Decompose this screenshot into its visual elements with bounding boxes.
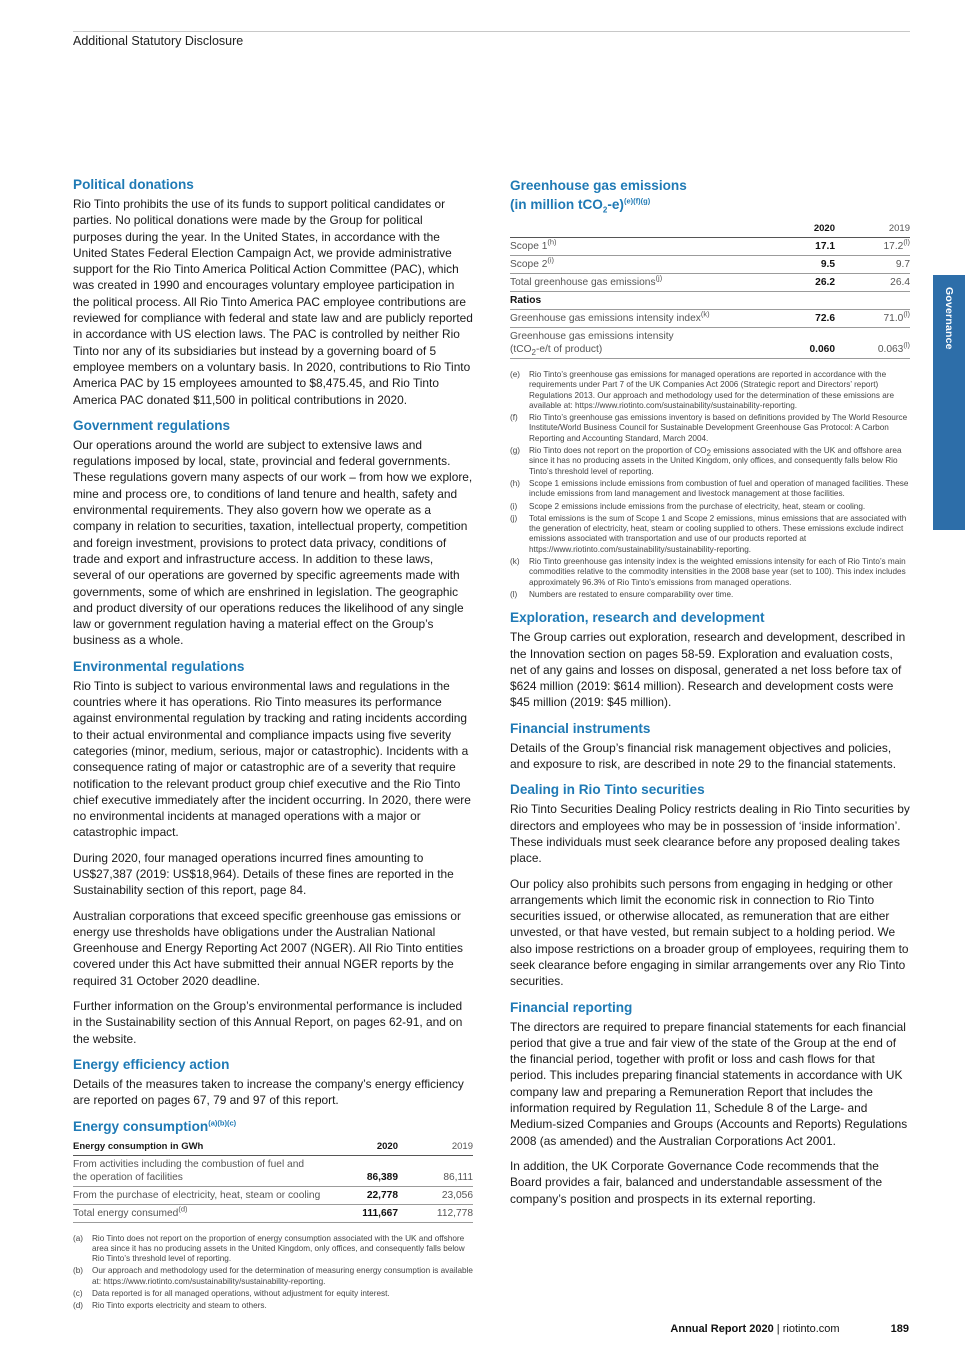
value-2020: 0.060 (775, 328, 835, 359)
column-header: 2019 (398, 1138, 473, 1156)
value-2020: 86,389 (338, 1155, 398, 1186)
left-column (73, 176, 473, 1321)
ghg-table (510, 220, 910, 359)
row-label: From the purchase of electricity, heat, steam or cooling (73, 1186, 338, 1204)
footnote-ref: (k) (700, 309, 710, 319)
financial-instruments-body: Details of the Group’s financial risk management objectives and policies, and exposure to risk, are described in note 29 to the financial statements. (510, 740, 897, 772)
value-2020: 72.6 (775, 310, 835, 328)
footnote (510, 557, 910, 588)
ghg-title-line: Greenhouse gas emissions (510, 178, 687, 193)
value-text: 0.063 (877, 344, 904, 355)
footnote-text: Scope 2 emissions include emissions from the purchase of electricity, heat, steam or cooling. (529, 501, 866, 511)
row-label-text: Scope 2 (510, 259, 548, 270)
table-row (73, 1155, 473, 1186)
dealing-paragraph: Rio Tinto Securities Dealing Policy restricts dealing in Rio Tinto securities by directors and employees who may be in possession of ‘inside information’. These individuals must seek clearance before any proposed dealing takes place. (510, 802, 910, 866)
energy-efficiency-section (73, 1056, 473, 1109)
ghg-heading (510, 176, 910, 214)
row-label (510, 274, 775, 292)
value-2020: 26.2 (775, 274, 835, 292)
page-footer (670, 1323, 909, 1335)
empty-cell (775, 292, 835, 310)
footnote-text: Rio Tinto’s greenhouse gas emissions for managed operations are reported in accordance with the requirements under Part 7 of the UK Companies Act 2006 (Strategic report and Directors’ report) Regulations 2013. Our approach and methodology used for the determination of these emissions are available at: https://www.riotinto.com/sustainability/sustainability-reporting. (529, 370, 895, 410)
table-row (73, 1186, 473, 1204)
footnote-ref: (d) (178, 1204, 188, 1214)
environmental-paragraph: Australian corporations that exceed specific greenhouse gas emissions or energy use thresholds have obligations under the Australian National Greenhouse and Energy Reporting Act 2007 (NGER). All Rio Tinto entities covered under this Act have submitted their annual NGER reports by the required 31 October 2020 deadline. (73, 908, 463, 988)
value-2019: 86,111 (398, 1155, 473, 1186)
footnote-id: (j) (510, 513, 518, 523)
column-header: Energy consumption in GWh (73, 1138, 338, 1156)
table-row (510, 328, 910, 359)
political-donations-body: Rio Tinto prohibits the use of its funds to support political candidates or parties. No political donations were made by the Group for political purposes during the year. In the United States, in accordance with the United States Federal Election Campaign Act, we provide administrative support for the Rio Tinto America Political Action Committee (PAC), which was created in 1990 and encourages voluntary employee participation in the political process. All Rio Tinto America PAC employee contributions are reviewed for compliance with federal and state law and are publicly reported in accordance with US election laws. The PAC is controlled by neither Rio Tinto nor any of its subsidiaries but instead by a governing board of 5 employee members on a voluntary basis. In 2020, contributions to Rio Tinto America PAC by 15 employees amounted to $8,475.45, and Rio Tinto America PAC donated $11,500 in political contributions in 2020. (73, 197, 473, 407)
ghg-footnotes (510, 370, 910, 600)
section-tab-label: Governance (943, 287, 955, 350)
footnote-text: Rio Tinto exports electricity and steam to others. (92, 1301, 267, 1311)
footnote-text-part: Rio Tinto does not report on the proportion of CO (529, 446, 707, 456)
value-text: 71.0 (883, 313, 904, 324)
footnote (510, 479, 910, 500)
row-label-line: -e/t of product) (535, 344, 603, 355)
value-2019: 23,056 (398, 1186, 473, 1204)
table-row (510, 274, 910, 292)
row-label (510, 238, 775, 256)
footnote-text-part: emissions associated with the UK and offshore area since it has no producing assets in the United Kingdom, only offices, and consequently falls below Rio Tinto’s threshold level of reporting. (529, 446, 902, 476)
footnote-text: Rio Tinto greenhouse gas intensity index is the weighted emissions intensity for each of Rio Tinto’s main commodities relative to the commodity intensities in the 2008 base year (set to 100). This index includes approximately 96.3% of Rio Tinto’s emissions from managed operations. (529, 557, 906, 587)
value-text: 17.2 (883, 241, 904, 252)
footnote-id: (d) (73, 1301, 84, 1311)
footnote-text (529, 446, 910, 477)
government-regulations-heading: Government regulations (73, 417, 231, 433)
environmental-paragraph: Rio Tinto is subject to various environmental laws and regulations in the countries where it has operations. Rio Tinto measures its performance against environmental regulation by tracking and rating incidents according to their actual environmental and compliance impacts using five severity categories (minor, medium, serious, major or catastrophic). Incidents with a consequence rating of major or catastrophic are of a severity that require notification to the relevant product group chief executive and the Rio Tinto chief executive immediately after the incident occurring. In 2020, there were no environmental incidents at managed operations with a major or catastrophic impact. (73, 678, 471, 840)
ghg-title-unit: -e) (607, 197, 624, 212)
footnote-text: Numbers are restated to ensure comparability over time. (529, 589, 734, 599)
environmental-regulations-heading: Environmental regulations (73, 658, 245, 674)
table-row (510, 238, 910, 256)
row-label-line: Greenhouse gas emissions intensity (510, 331, 674, 342)
value-2019: 112,778 (398, 1204, 473, 1222)
footnote (73, 1266, 473, 1287)
footnote-ref: (e)(f)(g) (623, 196, 651, 206)
footnote-text: Rio Tinto’s greenhouse gas emissions inventory is based on definitions provided by The World Resource Institute/World Business Council for Sustainable Development Greenhouse Gas Protocol: A Carbon Reporting and Accounting Standard, March 2004. (529, 413, 908, 443)
ghg-title-line: (in million tCO (510, 197, 603, 212)
footnote (510, 590, 910, 600)
footnote-id: (b) (73, 1266, 84, 1276)
column-header: 2020 (338, 1138, 398, 1156)
footnote (73, 1234, 473, 1265)
footnote-text: Total emissions is the sum of Scope 1 and Scope 2 emissions, minus emissions that are associated with the generation of electricity, heat, steam or cooling supplied to others. These emissions exclude indirect emissions associated with transportation and use of our products reported at https://www.riotinto.com/sustainability/sustainability-reporting. (529, 513, 907, 554)
political-donations-section (73, 176, 473, 408)
exploration-heading: Exploration, research and development (510, 610, 765, 626)
value-2019 (835, 328, 910, 359)
footnote-text: Data reported is for all managed operations, without adjustment for equity interest. (92, 1289, 390, 1299)
ghg-section (510, 176, 910, 600)
footnote-id: (g) (510, 446, 521, 456)
footnote-ref: (l) (903, 309, 910, 319)
footnote-ref: (h) (547, 237, 557, 247)
subscript: 2 (531, 348, 536, 358)
value-2020: 17.1 (775, 238, 835, 256)
page-number: 189 (890, 1323, 909, 1335)
footnote-id: (i) (510, 501, 518, 511)
section-tab-governance[interactable] (933, 275, 965, 530)
energy-consumption-heading (73, 1118, 473, 1135)
subscript: 2 (706, 448, 711, 458)
header-rule (73, 31, 910, 32)
footnote-ref: (j) (655, 273, 663, 283)
subscript: 2 (602, 205, 608, 215)
environmental-paragraph: Further information on the Group’s environmental performance is included in the Sustainability section of this Annual Report, on pages 62-91, and on the website. (73, 999, 463, 1046)
dealing-paragraph: Our policy also prohibits such persons from engaging in hedging or other arrangements which limit the economic risk in connection to Rio Tinto securities issued, or otherwise allocated, as remuneration that are either unvested, or that have vested, but remain subject to a holding period. We also impose restrictions on a broader group of employees, requiring them to seek clearance before engaging in similar arrangements over any Rio Tinto securities. (510, 876, 909, 989)
footnote-id: (l) (510, 589, 518, 599)
financial-reporting-section (510, 999, 910, 1207)
exploration-section (510, 609, 910, 710)
footnote-ref: (a)(b)(c) (208, 1118, 237, 1128)
dealing-section (510, 781, 910, 989)
row-label-text: Greenhouse gas emissions intensity index (510, 313, 701, 324)
column-header: 2019 (835, 220, 910, 238)
row-label (510, 328, 775, 359)
footnote-ref: (l) (903, 340, 910, 350)
financial-reporting-heading: Financial reporting (510, 999, 633, 1015)
footnote-ref: (i) (547, 255, 555, 265)
value-2020: 111,667 (338, 1204, 398, 1222)
footnote-text: Scope 1 emissions include emissions from combustion of fuel and operation of managed facilities. These include emissions from land management and livestock management at those facilities. (529, 478, 909, 499)
energy-consumption-title: Energy consumption (73, 1118, 209, 1134)
footnote-text: Our approach and methodology used for the determination of measuring energy consumption is available at: https://www.riotinto.com/sustainability/sustainability-reporting. (92, 1266, 473, 1286)
value-2019 (835, 310, 910, 328)
footnote (510, 502, 910, 512)
table-row (510, 256, 910, 274)
footnote-id: (c) (73, 1289, 83, 1299)
column-header-empty (510, 220, 775, 238)
dealing-heading: Dealing in Rio Tinto securities (510, 782, 705, 798)
value-2019: 26.4 (835, 274, 910, 292)
ratios-label: Ratios (510, 292, 775, 310)
energy-consumption-table (73, 1138, 473, 1223)
financial-reporting-paragraph: In addition, the UK Corporate Governance Code recommends that the Board provides a fair, balanced and understandable assessment of the company’s position and prospects in its external reporting. (510, 1158, 883, 1206)
table-row (510, 310, 910, 328)
financial-reporting-paragraph: The directors are required to prepare financial statements for each financial period that give a true and fair view of the state of the Group at the end of the financial period, together with profit or loss and cash flows for that period. This includes preparing financial statements in accordance with UK company law and preparing a Remuneration Report that includes the information required by Regulation 11, Schedule 8 of the Large- and Medium-sized Companies and Groups (Accounts and Reports) Regulations 2008 (as amended) and the Australian Corporations Act 2001. (510, 1019, 908, 1148)
row-label (73, 1155, 338, 1186)
footnote-id: (f) (510, 413, 518, 423)
page-header: Additional Statutory Disclosure (73, 34, 244, 48)
energy-efficiency-heading: Energy efficiency action (73, 1056, 230, 1072)
row-label (510, 256, 775, 274)
financial-instruments-heading: Financial instruments (510, 720, 651, 736)
government-regulations-section (73, 417, 473, 649)
row-label (510, 310, 775, 328)
footer-site-link[interactable]: riotinto.com (782, 1323, 840, 1335)
row-label-text: Total energy consumed (73, 1207, 179, 1219)
value-2019 (835, 238, 910, 256)
table-header-row (510, 220, 910, 238)
footer-report-title: Annual Report 2020 (670, 1323, 774, 1335)
footnote (73, 1289, 473, 1299)
footnote (510, 446, 910, 477)
footnote (510, 370, 910, 411)
row-label-line: From activities including the combustion of fuel and (73, 1158, 305, 1170)
energy-consumption-section (73, 1118, 473, 1312)
row-label-line: (tCO (510, 344, 532, 355)
row-label (73, 1204, 338, 1222)
government-regulations-body: Our operations around the world are subject to extensive laws and regulations imposed by local, state, provincial and federal governments. These regulations govern many aspects of our work – from how we explore, mine and process ore, to conditions of land tenure and health, safety and environmental requirements. They also govern how we operate as a company in relation to securities, taxation, intellectual property, competition and foreign investment, provisions to protect data privacy, conditions of trade and export and infrastructure access. In addition to these laws, several of our operations are governed by specific agreements made with governments, some of which are enshrined in legislation. The geographic and product diversity of our operations reduces the likelihood of any single law or government regulation having a material effect on the Group’s business as a whole. (73, 437, 473, 648)
environmental-regulations-section (73, 658, 473, 1047)
exploration-body: The Group carries out exploration, research and development, described in the Innovation section on pages 58-59. Exploration and evaluation costs, net of any gains and losses on disposal, generated a net loss before tax of $624 million (2019: $614 million). Research and development costs were $45 million (2019: $45 million). (510, 630, 906, 710)
footnote-ref: (l) (903, 237, 910, 247)
row-label-text: Total greenhouse gas emissions (510, 277, 656, 288)
environmental-paragraph: During 2020, four managed operations incurred fines amounting to US$27,387 (2019: US$18,964). Details of these fines are reported in the Sustainability section of this report, page 84. (73, 850, 454, 898)
political-donations-heading: Political donations (73, 177, 194, 192)
footnote-id: (h) (510, 478, 521, 488)
footnote-id: (k) (510, 557, 520, 567)
table-row (73, 1204, 473, 1222)
row-label-line: the operation of facilities (73, 1171, 183, 1183)
row-label-text: Scope 1 (510, 241, 548, 252)
footnote-id: (a) (73, 1233, 84, 1243)
footnote-id: (e) (510, 370, 521, 379)
energy-footnotes (73, 1234, 473, 1312)
energy-efficiency-body: Details of the measures taken to increase the company’s energy efficiency are reported on pages 67, 79 and 97 of this report. (73, 1076, 464, 1108)
footnote (510, 514, 910, 555)
footnote-text: Rio Tinto does not report on the proportion of energy consumption associated with the UK and offshore area since it has no producing assets in the United Kingdom, only offices, and consequently falls below Rio Tinto’s threshold level of reporting. (92, 1233, 465, 1264)
empty-cell (835, 292, 910, 310)
footer-separator: | (776, 1323, 780, 1335)
value-2020: 9.5 (775, 256, 835, 274)
financial-instruments-section (510, 720, 910, 773)
value-2020: 22,778 (338, 1186, 398, 1204)
right-column (510, 176, 910, 1216)
value-2019: 9.7 (835, 256, 910, 274)
table-subheader-row (510, 292, 910, 310)
footnote (510, 413, 910, 444)
table-header-row (73, 1138, 473, 1156)
footnote (73, 1301, 473, 1311)
column-header: 2020 (775, 220, 835, 238)
